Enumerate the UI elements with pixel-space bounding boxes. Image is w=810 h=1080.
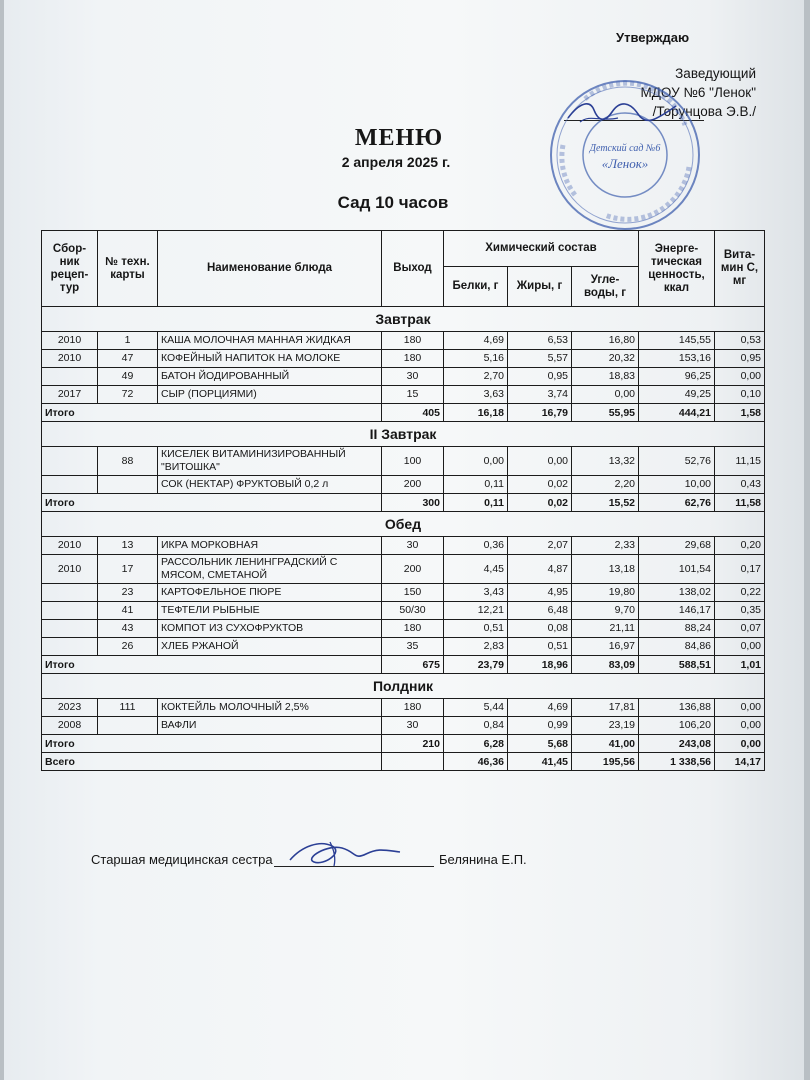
total-fat: 0,02 <box>508 494 572 512</box>
table-row <box>42 447 765 476</box>
total-energy: 588,51 <box>639 656 715 674</box>
cell-card <box>98 717 158 735</box>
menu-sheet <box>4 0 804 1080</box>
cell-dish: РАССОЛЬНИК ЛЕНИНГРАДСКИЙ С МЯСОМ, СМЕТАНОЙ <box>158 555 382 584</box>
cell-fat: 6,48 <box>508 602 572 620</box>
cell-carb: 21,11 <box>572 620 639 638</box>
total-vitc: 1,58 <box>715 404 765 422</box>
cell-recipe <box>42 368 98 386</box>
cell-card: 1 <box>98 332 158 350</box>
table-row <box>42 555 765 584</box>
cell-vitc: 0,00 <box>715 368 765 386</box>
stamp-center-line-1: Детский сад №6 <box>589 143 661 154</box>
cell-energy: 10,00 <box>639 476 715 494</box>
cell-protein: 3,43 <box>444 584 508 602</box>
cell-dish: КОКТЕЙЛЬ МОЛОЧНЫЙ 2,5% <box>158 699 382 717</box>
col-recipe-header: Сбор- ник рецеп- тур <box>42 231 98 307</box>
cell-fat: 2,07 <box>508 537 572 555</box>
cell-yield: 30 <box>382 368 444 386</box>
cell-carb: 13,32 <box>572 447 639 476</box>
total-protein: 0,11 <box>444 494 508 512</box>
cell-energy: 153,16 <box>639 350 715 368</box>
cell-recipe <box>42 447 98 476</box>
col-card-header: № техн. карты <box>98 231 158 307</box>
cell-fat: 6,53 <box>508 332 572 350</box>
total-row <box>42 404 765 422</box>
cell-carb: 13,18 <box>572 555 639 584</box>
col-energy-header: Энерге- тическая ценность, ккал <box>639 231 715 307</box>
cell-fat: 4,69 <box>508 699 572 717</box>
section-row <box>42 512 765 537</box>
cell-energy: 96,25 <box>639 368 715 386</box>
cell-carb: 19,80 <box>572 584 639 602</box>
cell-protein: 5,16 <box>444 350 508 368</box>
cell-energy: 106,20 <box>639 717 715 735</box>
cell-fat: 0,51 <box>508 638 572 656</box>
stamp-center-line-2: «Ленок» <box>601 156 649 171</box>
section-title: Обед <box>42 512 765 537</box>
cell-vitc: 0,20 <box>715 537 765 555</box>
total-energy: 243,08 <box>639 735 715 753</box>
total-energy: 62,76 <box>639 494 715 512</box>
col-yield-header: Выход <box>382 231 444 307</box>
cell-recipe <box>42 584 98 602</box>
cell-carb: 2,33 <box>572 537 639 555</box>
cell-card: 23 <box>98 584 158 602</box>
total-fat: 18,96 <box>508 656 572 674</box>
cell-energy: 84,86 <box>639 638 715 656</box>
cell-card: 47 <box>98 350 158 368</box>
total-carb: 83,09 <box>572 656 639 674</box>
col-vitc-header: Вита- мин С, мг <box>715 231 765 307</box>
cell-vitc: 0,00 <box>715 699 765 717</box>
cell-vitc: 0,07 <box>715 620 765 638</box>
cell-carb: 20,32 <box>572 350 639 368</box>
cell-fat: 3,74 <box>508 386 572 404</box>
total-energy: 444,21 <box>639 404 715 422</box>
cell-fat: 0,00 <box>508 447 572 476</box>
cell-recipe: 2010 <box>42 350 98 368</box>
cell-recipe: 2017 <box>42 386 98 404</box>
cell-carb: 17,81 <box>572 699 639 717</box>
col-chem-header: Химический состав <box>444 231 639 267</box>
cell-dish: КАША МОЛОЧНАЯ МАННАЯ ЖИДКАЯ <box>158 332 382 350</box>
total-yield: 300 <box>382 494 444 512</box>
table-row <box>42 638 765 656</box>
approver-name: /Торунцова Э.В./ <box>652 104 756 119</box>
cell-card: 49 <box>98 368 158 386</box>
cell-fat: 0,08 <box>508 620 572 638</box>
total-vitc: 1,01 <box>715 656 765 674</box>
cell-dish: БАТОН ЙОДИРОВАННЫЙ <box>158 368 382 386</box>
menu-body <box>42 307 765 771</box>
cell-protein: 3,63 <box>444 386 508 404</box>
cell-energy: 29,68 <box>639 537 715 555</box>
cell-card: 26 <box>98 638 158 656</box>
nurse-signature-icon <box>284 836 404 870</box>
cell-dish: ТЕФТЕЛИ РЫБНЫЕ <box>158 602 382 620</box>
cell-recipe: 2010 <box>42 537 98 555</box>
cell-yield: 15 <box>382 386 444 404</box>
total-yield: 405 <box>382 404 444 422</box>
total-protein: 16,18 <box>444 404 508 422</box>
grand-total-energy: 1 338,56 <box>639 753 715 771</box>
total-row <box>42 735 765 753</box>
section-row <box>42 422 765 447</box>
cell-recipe: 2023 <box>42 699 98 717</box>
col-carb-header: Угле- воды, г <box>572 267 639 307</box>
cell-carb: 0,00 <box>572 386 639 404</box>
cell-recipe: 2008 <box>42 717 98 735</box>
section-row <box>42 674 765 699</box>
cell-vitc: 0,00 <box>715 638 765 656</box>
section-title: Полдник <box>42 674 765 699</box>
total-protein: 23,79 <box>444 656 508 674</box>
table-row <box>42 620 765 638</box>
table-row <box>42 350 765 368</box>
total-carb: 41,00 <box>572 735 639 753</box>
cell-protein: 2,83 <box>444 638 508 656</box>
cell-card: 41 <box>98 602 158 620</box>
total-label: Итого <box>42 656 382 674</box>
nurse-role: Старшая медицинская сестра <box>91 852 273 867</box>
cell-fat: 0,02 <box>508 476 572 494</box>
cell-carb: 2,20 <box>572 476 639 494</box>
cell-yield: 180 <box>382 620 444 638</box>
cell-dish: КИСЕЛЕК ВИТАМИНИЗИРОВАННЫЙ "ВИТОШКА" <box>158 447 382 476</box>
cell-dish: КОМПОТ ИЗ СУХОФРУКТОВ <box>158 620 382 638</box>
cell-carb: 16,97 <box>572 638 639 656</box>
table-row <box>42 332 765 350</box>
table-row <box>42 584 765 602</box>
total-carb: 55,95 <box>572 404 639 422</box>
cell-recipe <box>42 638 98 656</box>
total-yield: 210 <box>382 735 444 753</box>
cell-card: 13 <box>98 537 158 555</box>
cell-carb: 9,70 <box>572 602 639 620</box>
cell-vitc: 0,22 <box>715 584 765 602</box>
cell-recipe: 2010 <box>42 555 98 584</box>
cell-protein: 4,69 <box>444 332 508 350</box>
table-row <box>42 368 765 386</box>
table-row <box>42 537 765 555</box>
cell-dish: ВАФЛИ <box>158 717 382 735</box>
table-row <box>42 476 765 494</box>
cell-protein: 4,45 <box>444 555 508 584</box>
grand-total-label: Всего <box>42 753 382 771</box>
total-carb: 15,52 <box>572 494 639 512</box>
cell-card: 43 <box>98 620 158 638</box>
total-vitc: 11,58 <box>715 494 765 512</box>
cell-yield: 35 <box>382 638 444 656</box>
cell-recipe: 2010 <box>42 332 98 350</box>
grand-total-vitc: 14,17 <box>715 753 765 771</box>
cell-protein: 0,11 <box>444 476 508 494</box>
cell-carb: 23,19 <box>572 717 639 735</box>
menu-date: 2 апреля 2025 г. <box>341 154 451 170</box>
cell-card: 17 <box>98 555 158 584</box>
cell-card: 72 <box>98 386 158 404</box>
cell-yield: 50/30 <box>382 602 444 620</box>
cell-protein: 0,51 <box>444 620 508 638</box>
total-vitc: 0,00 <box>715 735 765 753</box>
grand-total-row <box>42 753 765 771</box>
cell-protein: 0,00 <box>444 447 508 476</box>
cell-vitc: 0,00 <box>715 717 765 735</box>
table-row <box>42 386 765 404</box>
cell-dish: ХЛЕБ РЖАНОЙ <box>158 638 382 656</box>
cell-recipe <box>42 476 98 494</box>
total-protein: 6,28 <box>444 735 508 753</box>
cell-fat: 0,99 <box>508 717 572 735</box>
grand-total-carb: 195,56 <box>572 753 639 771</box>
section-title: II Завтрак <box>42 422 765 447</box>
col-dish-header: Наименование блюда <box>158 231 382 307</box>
approve-label: Утверждаю <box>616 30 690 45</box>
cell-yield: 200 <box>382 476 444 494</box>
cell-yield: 30 <box>382 717 444 735</box>
cell-energy: 52,76 <box>639 447 715 476</box>
cell-energy: 101,54 <box>639 555 715 584</box>
table-row <box>42 699 765 717</box>
cell-card: 88 <box>98 447 158 476</box>
grand-total-protein: 46,36 <box>444 753 508 771</box>
cell-carb: 16,80 <box>572 332 639 350</box>
col-fat-header: Жиры, г <box>508 267 572 307</box>
total-yield: 675 <box>382 656 444 674</box>
cell-dish: СОК (НЕКТАР) ФРУКТОВЫЙ 0,2 л <box>158 476 382 494</box>
cell-recipe <box>42 620 98 638</box>
cell-vitc: 0,35 <box>715 602 765 620</box>
section-row <box>42 307 765 332</box>
cell-card: 111 <box>98 699 158 717</box>
grand-total-yield <box>382 753 444 771</box>
cell-fat: 5,57 <box>508 350 572 368</box>
cell-protein: 2,70 <box>444 368 508 386</box>
cell-vitc: 11,15 <box>715 447 765 476</box>
grand-total-fat: 41,45 <box>508 753 572 771</box>
cell-protein: 12,21 <box>444 602 508 620</box>
approver-org: МДОУ №6 "Ленок" <box>640 85 756 100</box>
total-fat: 16,79 <box>508 404 572 422</box>
page-title: МЕНЮ <box>354 125 444 151</box>
cell-carb: 18,83 <box>572 368 639 386</box>
total-fat: 5,68 <box>508 735 572 753</box>
total-label: Итого <box>42 735 382 753</box>
cell-yield: 150 <box>382 584 444 602</box>
section-title: Завтрак <box>42 307 765 332</box>
cell-dish: СЫР (ПОРЦИЯМИ) <box>158 386 382 404</box>
cell-dish: КОФЕЙНЫЙ НАПИТОК НА МОЛОКЕ <box>158 350 382 368</box>
cell-energy: 145,55 <box>639 332 715 350</box>
cell-energy: 138,02 <box>639 584 715 602</box>
cell-dish: КАРТОФЕЛЬНОЕ ПЮРЕ <box>158 584 382 602</box>
cell-vitc: 0,17 <box>715 555 765 584</box>
head-signature-icon <box>560 96 680 128</box>
cell-energy: 136,88 <box>639 699 715 717</box>
cell-yield: 200 <box>382 555 444 584</box>
cell-protein: 0,36 <box>444 537 508 555</box>
cell-protein: 5,44 <box>444 699 508 717</box>
cell-fat: 4,95 <box>508 584 572 602</box>
cell-energy: 146,17 <box>639 602 715 620</box>
cell-yield: 180 <box>382 699 444 717</box>
total-label: Итого <box>42 494 382 512</box>
cell-dish: ИКРА МОРКОВНАЯ <box>158 537 382 555</box>
cell-vitc: 0,43 <box>715 476 765 494</box>
total-row <box>42 656 765 674</box>
table-row <box>42 602 765 620</box>
cell-vitc: 0,10 <box>715 386 765 404</box>
menu-table <box>41 230 765 771</box>
cell-energy: 49,25 <box>639 386 715 404</box>
cell-energy: 88,24 <box>639 620 715 638</box>
total-row <box>42 494 765 512</box>
cell-recipe <box>42 602 98 620</box>
table-row <box>42 717 765 735</box>
cell-yield: 100 <box>382 447 444 476</box>
cell-card <box>98 476 158 494</box>
col-protein-header: Белки, г <box>444 267 508 307</box>
approver-position: Заведующий <box>675 66 756 81</box>
cell-yield: 180 <box>382 332 444 350</box>
cell-fat: 0,95 <box>508 368 572 386</box>
cell-yield: 30 <box>382 537 444 555</box>
cell-yield: 180 <box>382 350 444 368</box>
cell-fat: 4,87 <box>508 555 572 584</box>
total-label: Итого <box>42 404 382 422</box>
cell-vitc: 0,53 <box>715 332 765 350</box>
cell-protein: 0,84 <box>444 717 508 735</box>
menu-subtitle: Сад 10 часов <box>337 193 449 212</box>
cell-vitc: 0,95 <box>715 350 765 368</box>
nurse-name: Белянина Е.П. <box>439 852 527 867</box>
